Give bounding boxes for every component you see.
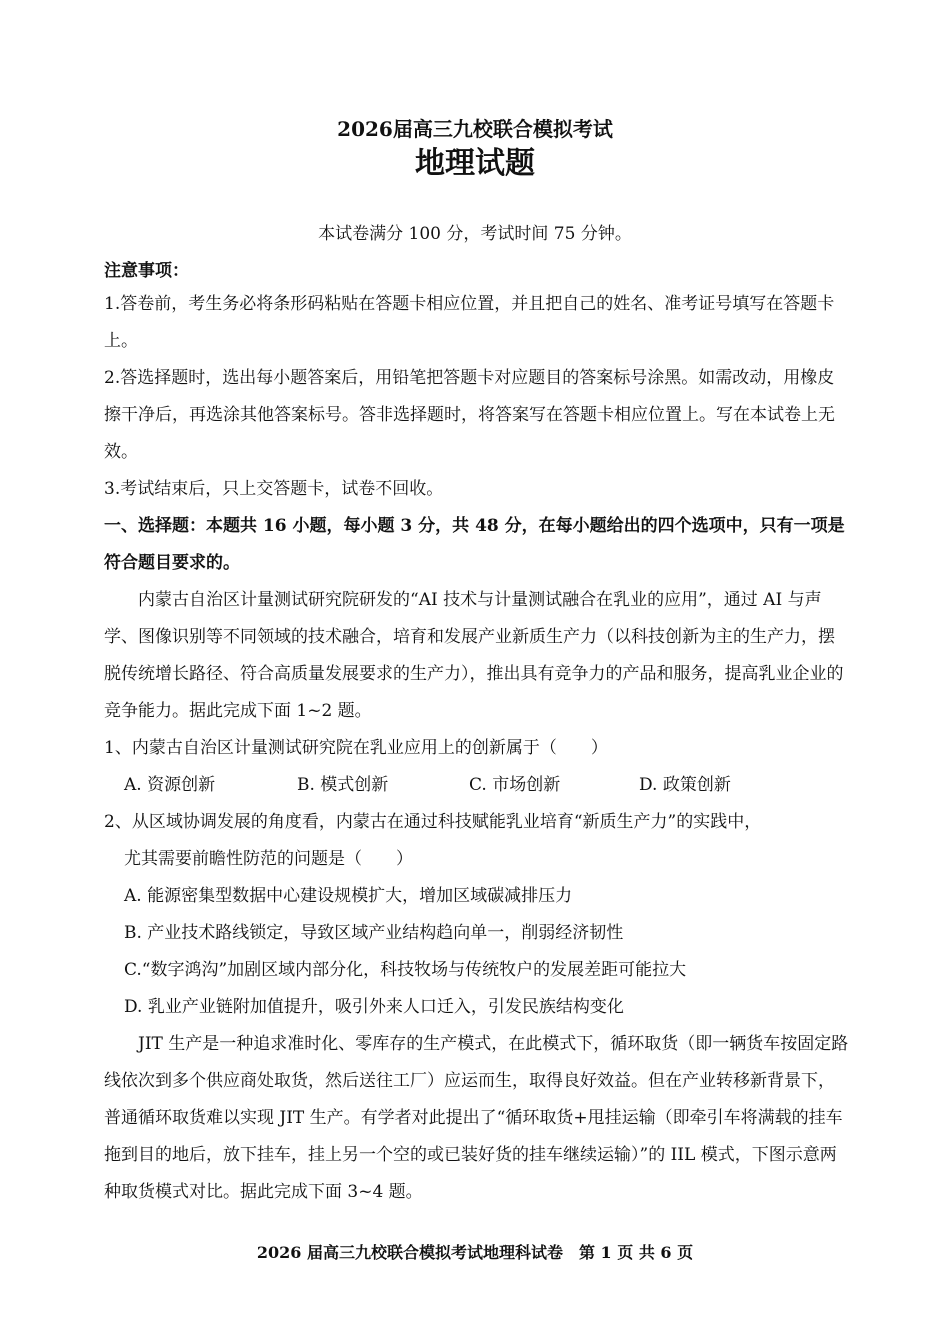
subject-title: 地理试题 — [415, 146, 535, 181]
question-1-option-a: A. 资源创新 — [124, 775, 216, 795]
question-1-option-b: B. 模式创新 — [297, 775, 389, 795]
page-footer: 2026 届高三九校联合模拟考试地理科试卷 第 1 页 共 6 页 — [256, 1243, 694, 1262]
notice-item-2: 2.答选择题时，选出每小题答案后，用铅笔把答题卡对应题目的答案标号涂黑。如需改动，用橡皮擦干净后，再选涂其他答案标号。答非选择题时，将答案写在答题卡相应位置上。写在本试卷上无效。 — [104, 368, 835, 462]
question-1-options — [104, 767, 850, 804]
question-2-stem-line-2: 尤其需要前瞻性防范的问题是（ ） — [124, 849, 413, 869]
question-1-stem: 1、内蒙古自治区计量测试研究院在乳业应用上的创新属于（ ） — [104, 738, 608, 758]
notice-item-1: 1.答卷前，考生务必将条形码粘贴在答题卡相应位置，并且把自己的姓名、准考证号填写在答题卡上。 — [104, 294, 835, 351]
question-2-option-a: A. 能源密集型数据中心建设规模扩大，增加区域碳减排压力 — [124, 886, 573, 906]
question-2-stem-line-1: 2、从区域协调发展的角度看，内蒙古在通过科技赋能乳业培育“新质生产力”的实践中， — [104, 812, 762, 832]
notice-item-3: 3.考试结束后，只上交答题卡，试卷不回收。 — [104, 479, 444, 499]
question-2-option-c: C.“数字鸿沟”加剧区域内部分化，科技牧场与传统牧户的发展差距可能拉大 — [124, 960, 687, 980]
question-1-option-c: C. 市场创新 — [469, 775, 561, 795]
passage-1: 内蒙古自治区计量测试研究院研发的“AI 技术与计量测试融合在乳业的应用”，通过 AI 与声学、图像识别等不同领域的技术融合，培育和发展产业新质生产力（以科技创新为主的生产力，摆脱传统增长路径、符合高质量发展要求的生产力），推出具有竞争力的产品和服务，提高乳业企业的竞争能力。据此完成下面 1~2 题。 — [104, 590, 844, 721]
notice-heading: 注意事项： — [104, 261, 189, 281]
question-2-option-d: D. 乳业产业链附加值提升，吸引外来人口迁入，引发民族结构变化 — [124, 997, 624, 1017]
section-heading: 一、选择题：本题共 16 小题，每小题 3 分，共 48 分，在每小题给出的四个选项中，只有一项是符合题目要求的。 — [104, 516, 845, 573]
exam-info: 本试卷满分 100 分，考试时间 75 分钟。 — [318, 224, 632, 244]
question-1-option-d: D. 政策创新 — [639, 775, 731, 795]
passage-2: JIT 生产是一种追求准时化、零库存的生产模式，在此模式下，循环取货（即一辆货车按固定路线依次到多个供应商处取货，然后送往工厂）应运而生，取得良好效益。但在产业转移新背景下，普通循环取货难以实现 JIT 生产。有学者对此提出了“循环取货+甩挂运输（即牵引车将满载的挂车拖到目的地后，放下挂车，挂上另一个空的或已装好货的挂车继续运输）”的 IIL 模式，下图示意两种取货模式对比。据此完成下面 3~4 题。 — [104, 1034, 849, 1202]
question-2-option-b: B. 产业技术路线锁定，导致区域产业结构趋向单一，削弱经济韧性 — [124, 923, 624, 943]
exam-title: 2026届高三九校联合模拟考试 — [337, 117, 613, 141]
exam-body — [104, 258, 850, 1211]
